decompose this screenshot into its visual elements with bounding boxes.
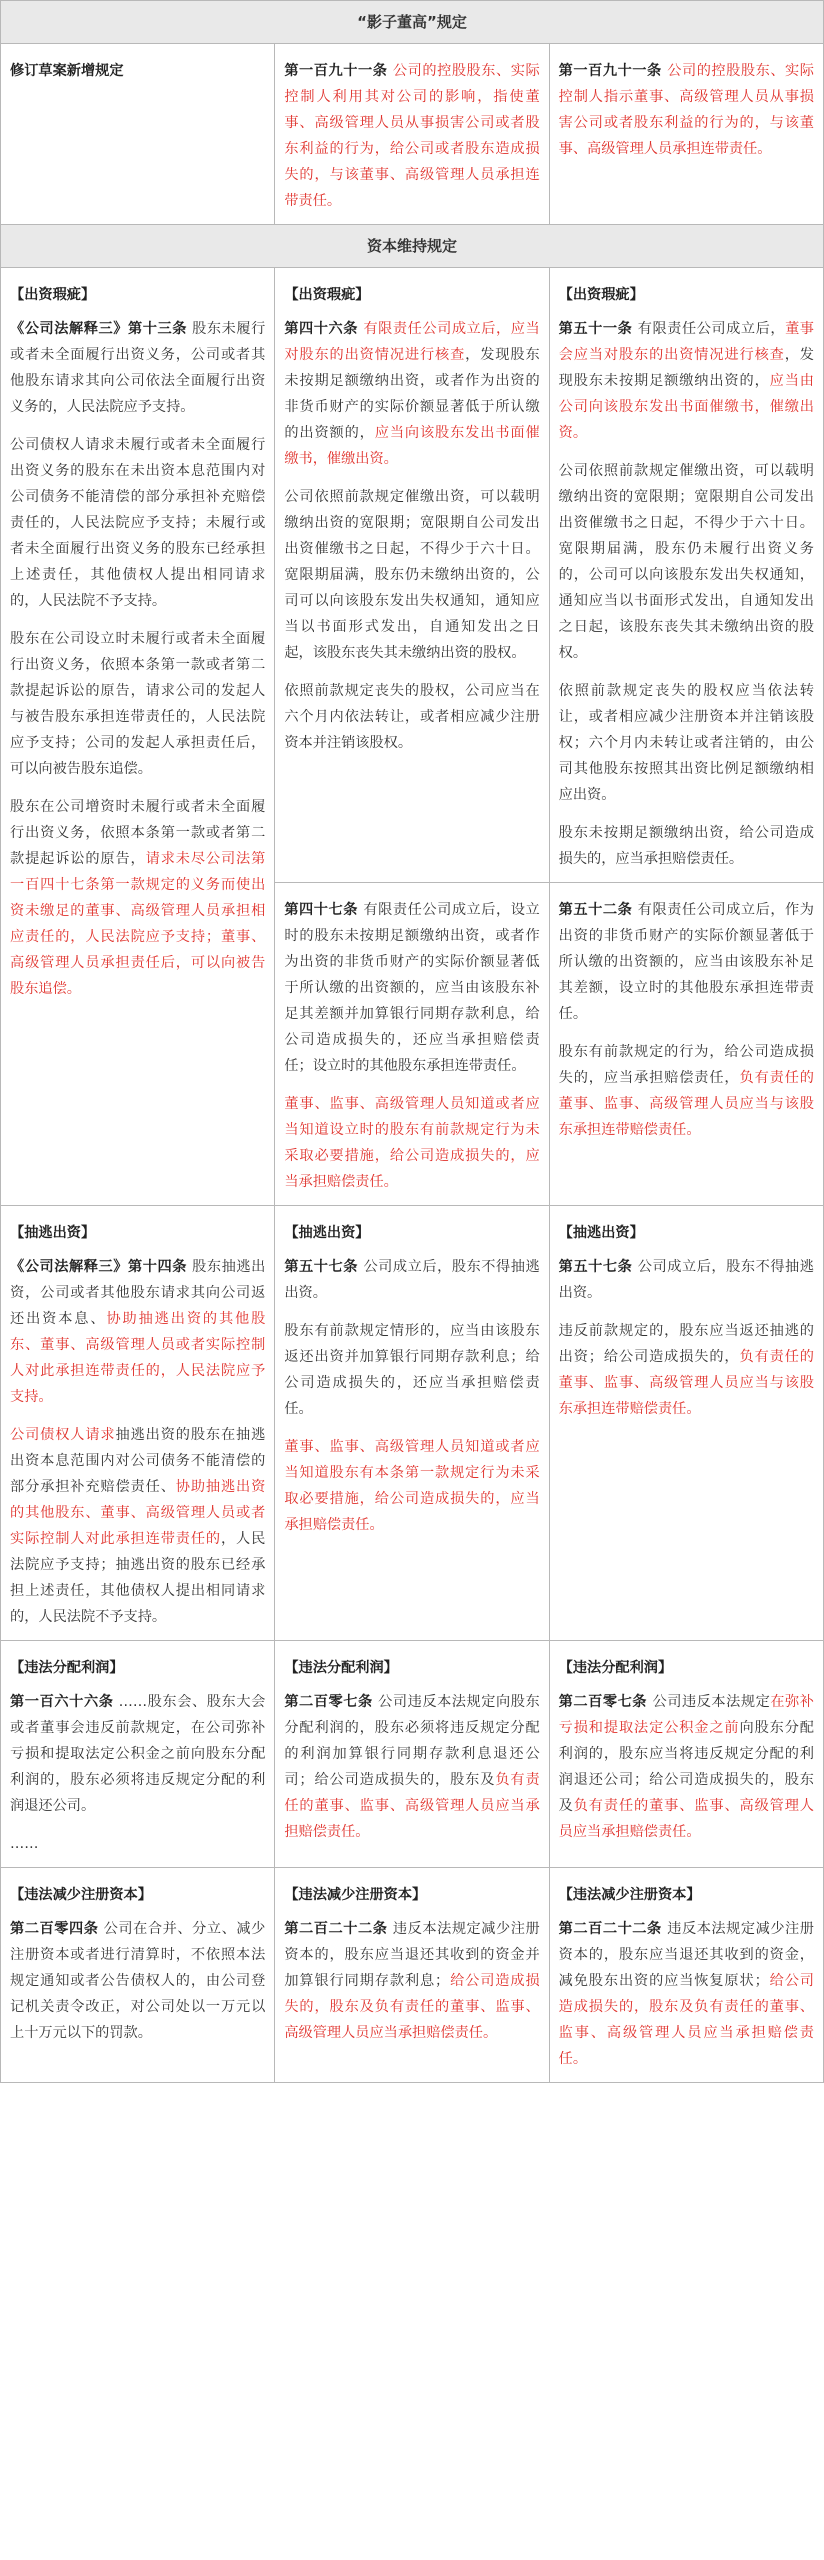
section-title: 资本维持规定 — [1, 225, 824, 268]
clause-paragraph — [284, 897, 539, 1079]
clause-text: 股东有前款规定的行为，给公司造成损失的，应当承担赔偿责任， — [558, 1044, 814, 1086]
clause-paragraph — [559, 897, 814, 1027]
draft-one-column-cell — [275, 268, 549, 883]
clause-paragraph — [10, 58, 265, 84]
draft-two-column-cell — [549, 1206, 823, 1641]
highlighted-text: 负有责任的董事、监事、高级管理人员应当与该股东承担连带赔偿责任。 — [558, 1349, 814, 1417]
clause-text: 有限责任公司成立后，作为出资的非货币财产的实际价额显著低于所认缴的出资额的，应当由该股东补足其差额，设立时的其他股东承担连带责任。 — [558, 902, 814, 1022]
article-number: 第五十一条 — [558, 321, 638, 337]
highlighted-text: 公司的控股股东、实际控制人利用其对公司的影响，指使董事、高级管理人员从事损害公司或者股东利益的行为，给公司或者股东造成损失的，与该董事、高级管理人员承担连带责任。 — [284, 63, 540, 209]
clause-text: 公司违反本法规定 — [652, 1694, 771, 1710]
clause-paragraph — [10, 1422, 265, 1630]
clause-text: 公司依照前款规定催缴出资，可以载明缴纳出资的宽限期；宽限期自公司发出出资催缴书之日起，不得少于六十日。宽限期届满，股东仍未缴纳出资的，公司可以向该股东发出失权通知，通知应当以书面形式发出，自通知发出之日起，该股东丧失其未缴纳出资的股权。 — [284, 489, 540, 661]
highlighted-text: 公司的控股股东、实际控制人指示董事、高级管理人员从事损害公司或者股东利益的行为的，与该董事、高级管理人员承担连带责任。 — [558, 63, 814, 157]
article-number: 第五十二条 — [558, 902, 638, 918]
highlighted-text: 负有责任的董事、监事、高级管理人员应当承担赔偿责任。 — [558, 1798, 814, 1840]
clause-text: ，人民法院应予支持；抽逃出资的股东已经承担上述责任，其他债权人提出相同请求的，人民法院不予支持。 — [10, 1531, 266, 1625]
clause-text: 公司依照前款规定催缴出资，可以载明缴纳出资的宽限期；宽限期自公司发出出资催缴书之日起，不得少于六十日。宽限期届满，股东仍未履行出资义务的，公司可以向该股东发出失权通知，通知应当以书面形式发出，自通知发出之日起，该股东丧失其未缴纳出资的股权。 — [558, 463, 814, 661]
topic-tag: 【违法减少注册资本】 — [284, 1887, 427, 1903]
clause-paragraph — [10, 1831, 265, 1857]
clause-paragraph — [559, 820, 814, 872]
clause-paragraph — [284, 1318, 539, 1422]
clause-paragraph — [10, 794, 265, 1002]
clause-text: 公司在合并、分立、减少注册资本或者进行清算时，不依照本法规定通知或者公告债权人的，由公司登记机关责令改正，对公司处以一万元以上十万元以下的罚款。 — [10, 1921, 266, 2041]
article-number: 第五十七条 — [284, 1259, 364, 1275]
draft-one-column-cell — [275, 44, 549, 225]
draft-one-column-cell — [275, 1206, 549, 1641]
clause-text: 有限责任公司成立后， — [637, 321, 786, 337]
topic-tag: 【出资瑕疵】 — [558, 287, 644, 303]
highlighted-text: 给公司造成损失的，股东及负有责任的董事、监事、高级管理人员应当承担赔偿责任。 — [284, 1973, 540, 2041]
table-row — [1, 268, 824, 883]
clause-paragraph — [559, 678, 814, 808]
highlighted-text: 负有责任的董事、监事、高级管理人员应当与该股东承担连带赔偿责任。 — [558, 1070, 814, 1138]
article-number: 第二百零七条 — [558, 1694, 653, 1710]
topic-tag: 【违法分配利润】 — [558, 1660, 673, 1676]
clause-paragraph — [10, 1689, 265, 1819]
topic-tag: 【违法减少注册资本】 — [558, 1887, 701, 1903]
clause-paragraph — [10, 626, 265, 782]
topic-tag: 【违法减少注册资本】 — [10, 1887, 152, 1903]
clause-text: 股东未履行或者未全面履行出资义务，公司或者其他股东请求其向公司依法全面履行出资义务的，人民法院应予支持。 — [10, 321, 266, 415]
section-header-row — [1, 225, 824, 268]
clause-paragraph — [559, 1689, 814, 1845]
highlighted-text: 请求未尽公司法第一百四十七条第一款规定的义务而使出资未缴足的董事、高级管理人员承担相应责任的，人民法院应予支持；董事、高级管理人员承担责任后，可以向被告股东追偿。 — [10, 851, 266, 997]
clause-text: ……股东会、股东大会或者董事会违反前款规定，在公司弥补亏损和提取法定公积金之前向股东分配利润的，股东必须将违反规定分配的利润退还公司。 — [10, 1694, 266, 1814]
table-row — [1, 1206, 824, 1641]
clause-paragraph — [559, 458, 814, 666]
clause-text: 公司违反本法规定向股东分配利润的，股东必须将违反规定分配的利润加算银行同期存款利息退还公司；给公司造成损失的，股东及 — [284, 1694, 540, 1788]
topic-tag: 【抽逃出资】 — [284, 1225, 370, 1241]
article-number: 第二百二十二条 — [284, 1921, 393, 1937]
highlighted-text: 协助抽逃出资的其他股东、董事、高级管理人员或者实际控制人对此承担连带责任的，人民法院应予支持。 — [10, 1311, 266, 1405]
clause-text: 违反本法规定减少注册资本的，股东应当退还其收到的资金，减免股东出资的应当恢复原状； — [558, 1921, 814, 1989]
article-number: 修订草案新增规定 — [10, 63, 124, 79]
highlighted-text: 公司债权人请求 — [10, 1427, 116, 1443]
highlighted-text: 董事、监事、高级管理人员知道或者应当知道设立时的股东有前款规定行为未采取必要措施，给公司造成损失的，应当承担赔偿责任。 — [284, 1096, 540, 1190]
draft-two-column-cell — [549, 268, 823, 883]
topic-tag: 【抽逃出资】 — [558, 1225, 644, 1241]
clause-paragraph — [559, 1916, 814, 2072]
clause-text: 股东未按期足额缴纳出资，给公司造成损失的，应当承担赔偿责任。 — [558, 825, 814, 867]
draft-two-column-cell — [549, 883, 823, 1206]
clause-paragraph — [559, 1254, 814, 1306]
clause-paragraph — [284, 58, 539, 214]
clause-text: ，发现股东未按期足额缴纳出资的， — [558, 347, 814, 389]
clause-paragraph — [10, 432, 265, 614]
clause-paragraph — [284, 1689, 539, 1845]
clause-text: 违反前款规定的，股东应当返还抽逃的出资；给公司造成损失的， — [558, 1323, 814, 1365]
draft-one-column-cell — [275, 1868, 549, 2083]
topic-tag: 【违法分配利润】 — [284, 1660, 398, 1676]
highlighted-text: 有限责任公司成立后，应当对股东的出资情况进行核查 — [284, 321, 540, 363]
clause-paragraph — [284, 678, 539, 756]
clause-paragraph — [559, 58, 814, 162]
table-row — [1, 44, 824, 225]
article-number: 第四十七条 — [284, 902, 364, 918]
article-number: 第二百二十二条 — [558, 1921, 668, 1937]
clause-paragraph — [284, 1916, 539, 2046]
highlighted-text: 董事会应当对股东的出资情况进行核查 — [558, 321, 814, 363]
clause-text: 公司债权人请求未履行或者未全面履行出资义务的股东在未出资本息范围内对公司债务不能清偿的部分承担补充赔偿责任的，人民法院应予支持；未履行或者未全面履行出资义务的股东已经承担上述责任，其他债权人提出相同请求的，人民法院不予支持。 — [10, 437, 266, 609]
clause-paragraph — [284, 316, 539, 472]
topic-tag: 【出资瑕疵】 — [10, 287, 96, 303]
topic-tag: 【违法分配利润】 — [10, 1660, 124, 1676]
article-number: 第二百零四条 — [10, 1921, 99, 1937]
clause-text: 依照前款规定丧失的股权应当依法转让，或者相应减少注册资本并注销该股权；六个月内未转让或者注销的，由公司其他股东按照其出资比例足额缴纳相应出资。 — [558, 683, 814, 803]
article-number: 《公司法解释三》第十三条 — [10, 321, 188, 337]
draft-two-column-cell — [549, 44, 823, 225]
clause-text: ，发现股东未按期足额缴纳出资，或者作为出资的非货币财产的实际价额显著低于所认缴的出资额的， — [284, 347, 540, 441]
clause-paragraph — [284, 1254, 539, 1306]
clause-text: 公司成立后，股东不得抽逃出资。 — [558, 1259, 814, 1301]
topic-tag: 【出资瑕疵】 — [284, 287, 370, 303]
clause-paragraph — [284, 1091, 539, 1195]
old-law-column-cell — [1, 1641, 275, 1868]
article-number: 第二百零七条 — [284, 1694, 379, 1710]
clause-paragraph — [284, 484, 539, 666]
clause-paragraph — [10, 1254, 265, 1410]
highlighted-text: 给公司造成损失的，股东及负有责任的董事、监事、高级管理人员应当承担赔偿责任。 — [558, 1973, 814, 2067]
table-row — [1, 1868, 824, 2083]
clause-paragraph — [559, 1039, 814, 1143]
article-number: 第四十六条 — [284, 321, 364, 337]
draft-one-column-cell — [275, 1641, 549, 1868]
clause-text: 抽逃出资的股东在抽逃出资本息范围内对公司债务不能清偿的部分承担补充赔偿责任、 — [10, 1427, 266, 1495]
clause-text: 向股东分配利润的，股东应当将违反规定分配的利润退还公司；给公司造成损失的，股东及 — [558, 1720, 814, 1814]
clause-paragraph — [10, 1916, 265, 2046]
topic-tag: 【抽逃出资】 — [10, 1225, 96, 1241]
article-number: 第一百六十六条 — [10, 1694, 114, 1710]
clause-paragraph — [284, 1434, 539, 1538]
clause-text: …… — [10, 1836, 39, 1852]
old-law-column-cell — [1, 268, 275, 1206]
clause-paragraph — [559, 1318, 814, 1422]
draft-one-column-cell — [275, 883, 549, 1206]
clause-text: 有限责任公司成立后，设立时的股东未按期足额缴纳出资，或者作为出资的非货币财产的实际价额显著低于所认缴的出资额的，应当由该股东补足其差额并加算银行同期存款利息，给公司造成损失的，还应当承担赔偿责任；设立时的其他股东承担连带责任。 — [284, 902, 540, 1074]
clause-text: 股东有前款规定情形的，应当由该股东返还出资并加算银行同期存款利息；给公司造成损失的，还应当承担赔偿责任。 — [284, 1323, 540, 1417]
clause-text: 公司成立后，股东不得抽逃出资。 — [284, 1259, 540, 1301]
clause-text: 违反本法规定减少注册资本的，股东应当退还其收到的资金并加算银行同期存款利息； — [284, 1921, 540, 1989]
clause-text: 股东抽逃出资，公司或者其他股东请求其向公司返还出资本息、 — [10, 1259, 266, 1327]
clause-text: 依照前款规定丧失的股权，公司应当在六个月内依法转让，或者相应减少注册资本并注销该股权。 — [284, 683, 540, 751]
highlighted-text: 应当向该股东发出书面催缴书，催缴出资。 — [284, 425, 540, 467]
old-law-column-cell — [1, 1868, 275, 2083]
article-number: 第五十七条 — [558, 1259, 638, 1275]
section-title: “影子董高”规定 — [1, 1, 824, 44]
highlighted-text: 在弥补亏损和提取法定公积金之前 — [558, 1694, 814, 1736]
table-row — [1, 1641, 824, 1868]
section-header-row — [1, 1, 824, 44]
highlighted-text: 负有责任的董事、监事、高级管理人员应当承担赔偿责任。 — [284, 1772, 540, 1840]
clause-text: 股东在公司增资时未履行或者未全面履行出资义务，依照本条第一款或者第二款提起诉讼的原告， — [10, 799, 266, 867]
clause-paragraph — [10, 316, 265, 420]
clause-text: 股东在公司设立时未履行或者未全面履行出资义务，依照本条第一款或者第二款提起诉讼的原告，请求公司的发起人与被告股东承担连带责任的，人民法院应予支持；公司的发起人承担责任后，可以向被告股东追偿。 — [10, 631, 266, 777]
draft-two-column-cell — [549, 1641, 823, 1868]
old-law-column-cell — [1, 44, 275, 225]
article-number: 《公司法解释三》第十四条 — [10, 1259, 188, 1275]
old-law-column-cell — [1, 1206, 275, 1641]
highlighted-text: 董事、监事、高级管理人员知道或者应当知道股东有本条第一款规定行为未采取必要措施，给公司造成损失的，应当承担赔偿责任。 — [284, 1439, 540, 1533]
article-number: 第一百九十一条 — [284, 63, 393, 79]
highlighted-text: 协助抽逃出资的其他股东、董事、高级管理人员或者实际控制人对此承担连带责任的 — [10, 1479, 266, 1547]
highlighted-text: 应当由公司向该股东发出书面催缴书，催缴出资。 — [558, 373, 814, 441]
clause-paragraph — [559, 316, 814, 446]
draft-two-column-cell — [549, 1868, 823, 2083]
article-number: 第一百九十一条 — [558, 63, 668, 79]
